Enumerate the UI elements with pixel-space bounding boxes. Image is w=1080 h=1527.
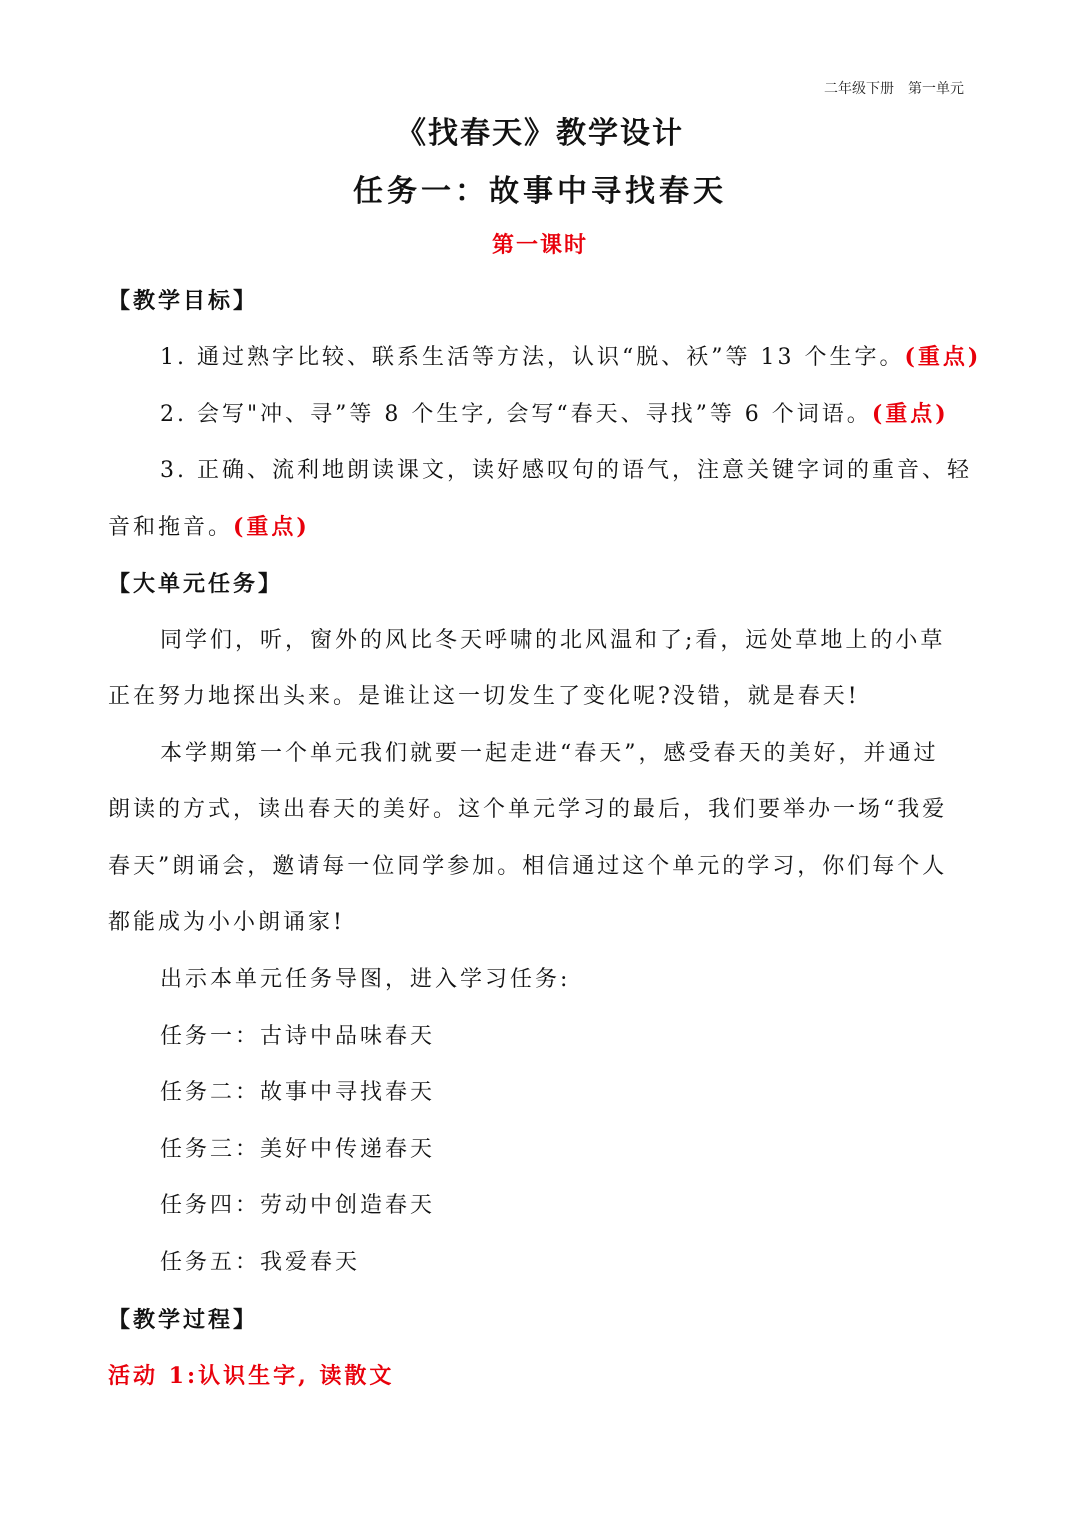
task-item-2: 任务二：故事中寻找春天 xyxy=(160,1080,436,1105)
task-item-5: 任务五：我爱春天 xyxy=(160,1250,361,1275)
intro-paragraph-2-line-3: 春天”朗诵会，邀请每一位同学参加。相信通过这个单元的学习，你们每个人 xyxy=(108,854,948,879)
goal-text: 1. 通过熟字比较、联系生活等方法，认识“脱、袄”等 13 个生字。 xyxy=(160,345,905,370)
intro-paragraph-1-line-2: 正在努力地探出头来。是谁让这一切发生了变化呢?没错，就是春天! xyxy=(108,684,860,709)
activity-heading: 活动 1:认识生字, 读散文 xyxy=(108,1363,395,1389)
key-point-tag: (重点) xyxy=(871,401,949,427)
goal-item-3-line-2 xyxy=(108,512,968,543)
document-subtitle: 任务一：故事中寻找春天 xyxy=(353,174,727,209)
document-title: 《找春天》教学设计 xyxy=(396,116,684,151)
key-point-tag: (重点) xyxy=(233,514,310,540)
section-heading-unit-task: 【大单元任务】 xyxy=(108,571,284,597)
intro-paragraph-2-line-4: 都能成为小小朗诵家! xyxy=(108,910,345,935)
task-item-1: 任务一：古诗中品味春天 xyxy=(160,1024,436,1049)
task-item-3: 任务三：美好中传递春天 xyxy=(160,1137,436,1162)
goal-item-2 xyxy=(160,399,968,430)
goal-text: 2. 会写"冲、寻”等 8 个生字, 会写“春天、寻找”等 6 个词语。 xyxy=(160,402,872,427)
intro-paragraph-1-line-1: 同学们，听，窗外的风比冬天呼啸的北风温和了;看，远处草地上的小草 xyxy=(160,628,946,653)
goal-item-3-line-1: 3. 正确、流利地朗读课文，读好感叹句的语气，注意关键字词的重音、轻 xyxy=(160,458,972,483)
running-header: 二年级下册 第一单元 xyxy=(824,81,964,97)
goal-text: 音和拖音。 xyxy=(108,515,234,540)
intro-paragraph-2-line-1: 本学期第一个单元我们就要一起走进“春天”，感受春天的美好，并通过 xyxy=(160,741,939,766)
section-heading-goals: 【教学目标】 xyxy=(108,288,259,314)
key-point-tag: (重点) xyxy=(904,344,982,370)
intro-paragraph-2-line-2: 朗读的方式，读出春天的美好。这个单元学习的最后，我们要举办一场“我爱 xyxy=(108,797,948,822)
intro-paragraph-3: 出示本单元任务导图，进入学习任务: xyxy=(160,967,571,992)
section-heading-process: 【教学过程】 xyxy=(108,1307,259,1333)
task-item-4: 任务四：劳动中创造春天 xyxy=(160,1193,436,1218)
goal-item-1 xyxy=(160,342,982,373)
lesson-label: 第一课时 xyxy=(491,232,588,258)
